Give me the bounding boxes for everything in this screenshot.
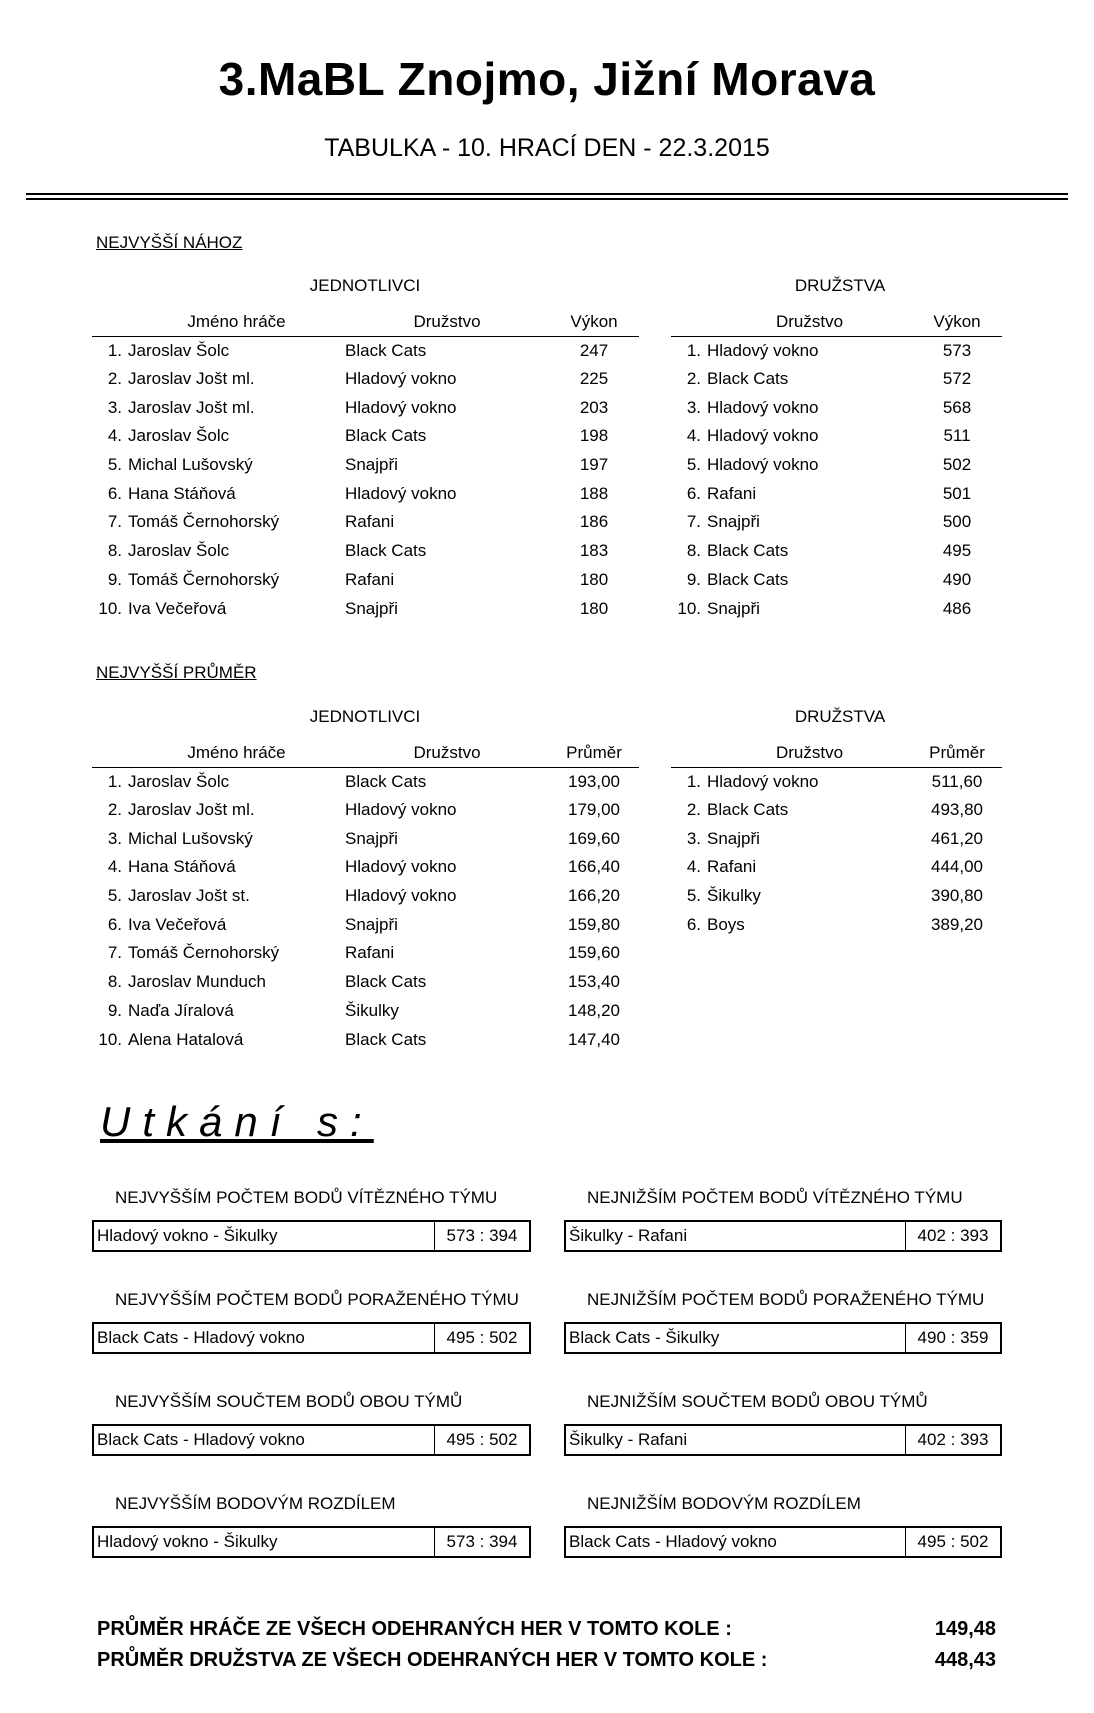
- rank-cell: 5.: [686, 886, 701, 906]
- team-cell: Hladový vokno: [707, 340, 819, 360]
- record-title: NEJNIŽŠÍM POČTEM BODŮ VÍTĚZNÉHO TÝMU: [587, 1188, 963, 1207]
- table-row: [671, 824, 1002, 853]
- table-row: [92, 566, 639, 595]
- value-cell: 198: [579, 426, 609, 446]
- record-box: [564, 1526, 1002, 1558]
- table-row: [92, 365, 639, 394]
- value-cell: 247: [579, 340, 609, 360]
- value-cell: 147,40: [568, 1029, 620, 1049]
- team-cell: Hladový vokno: [345, 886, 457, 906]
- rank-cell: 2.: [686, 369, 701, 389]
- table-row: [92, 422, 639, 451]
- record-score: 495 : 502: [446, 1430, 518, 1449]
- team-cell: Hladový vokno: [345, 369, 457, 389]
- team-cell: Boys: [707, 914, 745, 934]
- team-cell: Black Cats: [707, 541, 789, 561]
- record-box: [92, 1220, 531, 1252]
- rank-header: [671, 737, 707, 767]
- value-cell: 490: [942, 569, 972, 589]
- player-name-cell: Jaroslav Munduch: [128, 972, 266, 992]
- table-row: [92, 451, 639, 480]
- table-row: [671, 393, 1002, 422]
- player-name-cell: Jaroslav Šolc: [128, 771, 230, 791]
- rank-cell: 6.: [107, 483, 122, 503]
- table-row: [92, 1025, 639, 1054]
- table-row: [671, 594, 1002, 623]
- name-header: Jméno hráče: [128, 737, 345, 767]
- value-cell: 501: [942, 483, 972, 503]
- team-cell: Snajpři: [707, 828, 760, 848]
- record-title: NEJVYŠŠÍM POČTEM BODŮ VÍTĚZNÉHO TÝMU: [115, 1188, 498, 1207]
- player-name-cell: Iva Večeřová: [128, 914, 227, 934]
- record-match: Šikulky - Rafani: [566, 1222, 906, 1250]
- section-title-nahoz: NEJVYŠŠÍ NÁHOZ: [96, 233, 243, 252]
- team-header: Družstvo: [707, 306, 912, 336]
- value-cell: 159,80: [568, 914, 620, 934]
- table-row: [671, 537, 1002, 566]
- value-cell: 389,20: [931, 914, 983, 934]
- utkani-heading: Utkání s:: [100, 1098, 374, 1145]
- value-cell: 568: [942, 397, 972, 417]
- value-cell: 188: [579, 483, 609, 503]
- team-header: Družstvo: [345, 306, 549, 336]
- team-cell: Snajpři: [345, 914, 398, 934]
- team-cell: Black Cats: [345, 426, 427, 446]
- table-row: [92, 968, 639, 997]
- record-score: 573 : 394: [446, 1532, 518, 1551]
- value-cell: 193,00: [568, 771, 620, 791]
- record-box: [92, 1322, 531, 1354]
- value-cell: 500: [942, 512, 972, 532]
- rank-cell: 9.: [107, 1000, 122, 1020]
- team-cell: Hladový vokno: [345, 800, 457, 820]
- rank-cell: 8.: [107, 972, 122, 992]
- table-row: [671, 479, 1002, 508]
- rank-cell: 8.: [686, 541, 701, 561]
- table-row: [92, 537, 639, 566]
- rank-cell: 5.: [686, 455, 701, 475]
- record-match: Hladový vokno - Šikulky: [94, 1528, 435, 1556]
- table-header-row: [671, 306, 1002, 336]
- team-cell: Hladový vokno: [707, 426, 819, 446]
- value-cell: 159,60: [568, 943, 620, 963]
- player-name-cell: Hana Stáňová: [128, 483, 236, 503]
- table-row: [671, 566, 1002, 595]
- table-row: [671, 910, 1002, 939]
- player-name-cell: Michal Lušovský: [128, 455, 253, 475]
- header-divider: [26, 193, 1068, 195]
- record-score: 573 : 394: [446, 1226, 518, 1245]
- table-row: [92, 910, 639, 939]
- record-match: Hladový vokno - Šikulky: [94, 1222, 435, 1250]
- team-cell: Black Cats: [345, 1029, 427, 1049]
- team-cell: Hladový vokno: [707, 455, 819, 475]
- record-title: NEJVYŠŠÍM POČTEM BODŮ PORAŽENÉHO TÝMU: [115, 1290, 519, 1309]
- record-match: Black Cats - Šikulky: [566, 1324, 906, 1352]
- table-row: [671, 853, 1002, 882]
- rank-cell: 4.: [686, 857, 701, 877]
- rank-cell: 4.: [107, 857, 122, 877]
- group-title-individuals: JEDNOTLIVCI: [309, 276, 421, 295]
- record-match: Black Cats - Hladový vokno: [566, 1528, 906, 1556]
- rank-cell: 9.: [686, 569, 701, 589]
- record-box: [564, 1322, 1002, 1354]
- rank-cell: 3.: [107, 828, 122, 848]
- record-match: Šikulky - Rafani: [566, 1426, 906, 1454]
- team-cell: Black Cats: [707, 800, 789, 820]
- rank-cell: 10.: [98, 1029, 122, 1049]
- table-row: [92, 336, 639, 365]
- prumer-individuals-table: [92, 737, 639, 1054]
- prumer-teams-table: [671, 737, 1002, 939]
- table-row: [671, 796, 1002, 825]
- record-box: [564, 1424, 1002, 1456]
- team-cell: Black Cats: [707, 569, 789, 589]
- rank-cell: 3.: [107, 397, 122, 417]
- rank-cell: 4.: [107, 426, 122, 446]
- table-row: [92, 796, 639, 825]
- value-cell: 573: [942, 340, 972, 360]
- team-cell: Hladový vokno: [345, 483, 457, 503]
- team-cell: Rafani: [345, 569, 395, 589]
- team-cell: Black Cats: [345, 771, 427, 791]
- player-name-cell: Jaroslav Jošt st.: [128, 886, 250, 906]
- team-cell: Šikulky: [707, 886, 761, 906]
- team-cell: Black Cats: [345, 541, 427, 561]
- value-cell: 572: [942, 369, 972, 389]
- value-cell: 148,20: [568, 1000, 620, 1020]
- page-title: 3.MaBL Znojmo, Jižní Morava: [218, 53, 876, 105]
- record-score: 490 : 359: [917, 1328, 989, 1347]
- team-cell: Hladový vokno: [345, 397, 457, 417]
- table-row: [671, 882, 1002, 911]
- value-cell: 461,20: [931, 828, 983, 848]
- value-cell: 183: [579, 541, 609, 561]
- group-title-individuals: JEDNOTLIVCI: [309, 707, 421, 726]
- value-cell: 153,40: [568, 972, 620, 992]
- table-row: [92, 824, 639, 853]
- rank-cell: 2.: [107, 800, 122, 820]
- record-box: [92, 1424, 531, 1456]
- value-cell: 179,00: [568, 800, 620, 820]
- team-cell: Snajpři: [707, 512, 760, 532]
- value-cell: 495: [942, 541, 972, 561]
- player-name-cell: Jaroslav Jošt ml.: [128, 800, 255, 820]
- rank-cell: 2.: [686, 800, 701, 820]
- table-row: [671, 767, 1002, 796]
- record-title: NEJVYŠŠÍM SOUČTEM BODŮ OBOU TÝMŮ: [115, 1392, 463, 1411]
- value-header: Výkon: [549, 306, 639, 336]
- value-header: Výkon: [912, 306, 1002, 336]
- team-cell: Snajpři: [345, 455, 398, 475]
- table-row: [92, 393, 639, 422]
- team-cell: Hladový vokno: [707, 771, 819, 791]
- table-row: [92, 594, 639, 623]
- value-cell: 486: [942, 598, 972, 618]
- table-header-row: [671, 737, 1002, 767]
- rank-cell: 5.: [107, 886, 122, 906]
- record-box: [564, 1220, 1002, 1252]
- page-subtitle: TABULKA - 10. HRACÍ DEN - 22.3.2015: [324, 134, 770, 162]
- team-cell: Snajpři: [707, 598, 760, 618]
- table-row: [671, 508, 1002, 537]
- value-cell: 166,40: [568, 857, 620, 877]
- team-average-label: PRŮMĚR DRUŽSTVA ZE VŠECH ODEHRANÝCH HER V TOMTO KOLE :: [97, 1649, 768, 1671]
- value-cell: 180: [579, 569, 609, 589]
- table-header-row: [92, 306, 639, 336]
- player-name-cell: Jaroslav Jošt ml.: [128, 397, 255, 417]
- rank-cell: 1.: [107, 340, 122, 360]
- table-row: [671, 451, 1002, 480]
- value-cell: 444,00: [931, 857, 983, 877]
- nahoz-individuals-table: [92, 306, 639, 623]
- table-row: [92, 508, 639, 537]
- team-header: Družstvo: [345, 737, 549, 767]
- record-score: 495 : 502: [917, 1532, 989, 1551]
- record-match: Black Cats - Hladový vokno: [94, 1324, 435, 1352]
- rank-cell: 1.: [686, 340, 701, 360]
- record-score: 402 : 393: [917, 1430, 989, 1449]
- rank-cell: 3.: [686, 828, 701, 848]
- player-name-cell: Alena Hatalová: [128, 1029, 244, 1049]
- table-row: [92, 882, 639, 911]
- table-row: [92, 939, 639, 968]
- section-title-prumer: NEJVYŠŠÍ PRŮMĚR: [96, 663, 257, 682]
- table-row: [92, 997, 639, 1026]
- player-name-cell: Michal Lušovský: [128, 828, 253, 848]
- team-cell: Hladový vokno: [345, 857, 457, 877]
- table-row: [671, 422, 1002, 451]
- player-name-cell: Jaroslav Šolc: [128, 340, 230, 360]
- player-name-cell: Iva Večeřová: [128, 598, 227, 618]
- value-cell: 180: [579, 598, 609, 618]
- player-average-value: 149,48: [934, 1618, 996, 1640]
- team-cell: Black Cats: [345, 340, 427, 360]
- rank-cell: 10.: [98, 598, 122, 618]
- rank-header: [92, 306, 128, 336]
- player-average-label: PRŮMĚR HRÁČE ZE VŠECH ODEHRANÝCH HER V TOMTO KOLE :: [97, 1618, 732, 1640]
- table-row: [671, 336, 1002, 365]
- table-header-row: [92, 737, 639, 767]
- rank-cell: 9.: [107, 569, 122, 589]
- rank-cell: 7.: [107, 512, 122, 532]
- player-name-cell: Tomáš Černohorský: [128, 569, 280, 589]
- record-title: NEJNIŽŠÍM BODOVÝM ROZDÍLEM: [587, 1494, 861, 1513]
- record-score: 495 : 502: [446, 1328, 518, 1347]
- nahoz-teams-table: [671, 306, 1002, 623]
- rank-header: [92, 737, 128, 767]
- rank-cell: 3.: [686, 397, 701, 417]
- player-name-cell: Hana Stáňová: [128, 857, 236, 877]
- name-header: Jméno hráče: [128, 306, 345, 336]
- rank-cell: 7.: [686, 512, 701, 532]
- value-cell: 493,80: [931, 800, 983, 820]
- team-cell: Black Cats: [707, 369, 789, 389]
- team-cell: Rafani: [345, 943, 395, 963]
- group-title-teams: DRUŽSTVA: [794, 276, 886, 295]
- record-box: [92, 1526, 531, 1558]
- rank-header: [671, 306, 707, 336]
- record-title: NEJNIŽŠÍM SOUČTEM BODŮ OBOU TÝMŮ: [587, 1392, 928, 1411]
- team-cell: Snajpři: [345, 598, 398, 618]
- player-name-cell: Tomáš Černohorský: [128, 943, 280, 963]
- team-average-value: 448,43: [934, 1649, 996, 1671]
- value-cell: 511: [943, 426, 971, 446]
- rank-cell: 8.: [107, 541, 122, 561]
- header-divider: [26, 198, 1068, 200]
- value-cell: 511,60: [931, 771, 983, 791]
- team-header: Družstvo: [707, 737, 912, 767]
- record-score: 402 : 393: [917, 1226, 989, 1245]
- rank-cell: 5.: [107, 455, 122, 475]
- record-title: NEJVYŠŠÍM BODOVÝM ROZDÍLEM: [115, 1494, 396, 1513]
- team-cell: Rafani: [707, 857, 757, 877]
- team-cell: Snajpři: [345, 828, 398, 848]
- rank-cell: 6.: [107, 914, 122, 934]
- player-name-cell: Jaroslav Jošt ml.: [128, 369, 255, 389]
- rank-cell: 2.: [107, 369, 122, 389]
- value-header: Průměr: [912, 737, 1002, 767]
- team-cell: Šikulky: [345, 1000, 399, 1020]
- team-cell: Rafani: [707, 483, 757, 503]
- value-cell: 203: [579, 397, 609, 417]
- record-title: NEJNIŽŠÍM POČTEM BODŮ PORAŽENÉHO TÝMU: [587, 1290, 985, 1309]
- value-cell: 502: [942, 455, 972, 475]
- record-match: Black Cats - Hladový vokno: [94, 1426, 435, 1454]
- player-name-cell: Naďa Jíralová: [128, 1000, 234, 1020]
- value-cell: 390,80: [931, 886, 983, 906]
- value-header: Průměr: [549, 737, 639, 767]
- player-name-cell: Jaroslav Šolc: [128, 541, 230, 561]
- team-cell: Black Cats: [345, 972, 427, 992]
- team-cell: Rafani: [345, 512, 395, 532]
- table-row: [92, 767, 639, 796]
- player-name-cell: Jaroslav Šolc: [128, 426, 230, 446]
- table-row: [92, 479, 639, 508]
- table-row: [671, 365, 1002, 394]
- team-cell: Hladový vokno: [707, 397, 819, 417]
- table-row: [92, 853, 639, 882]
- value-cell: 166,20: [568, 886, 620, 906]
- rank-cell: 1.: [107, 771, 122, 791]
- rank-cell: 7.: [107, 943, 122, 963]
- value-cell: 225: [579, 369, 609, 389]
- group-title-teams: DRUŽSTVA: [794, 707, 886, 726]
- rank-cell: 1.: [686, 771, 701, 791]
- rank-cell: 10.: [677, 598, 701, 618]
- value-cell: 186: [579, 512, 609, 532]
- value-cell: 197: [579, 455, 609, 475]
- rank-cell: 4.: [686, 426, 701, 446]
- rank-cell: 6.: [686, 483, 701, 503]
- rank-cell: 6.: [686, 914, 701, 934]
- player-name-cell: Tomáš Černohorský: [128, 512, 280, 532]
- value-cell: 169,60: [568, 828, 620, 848]
